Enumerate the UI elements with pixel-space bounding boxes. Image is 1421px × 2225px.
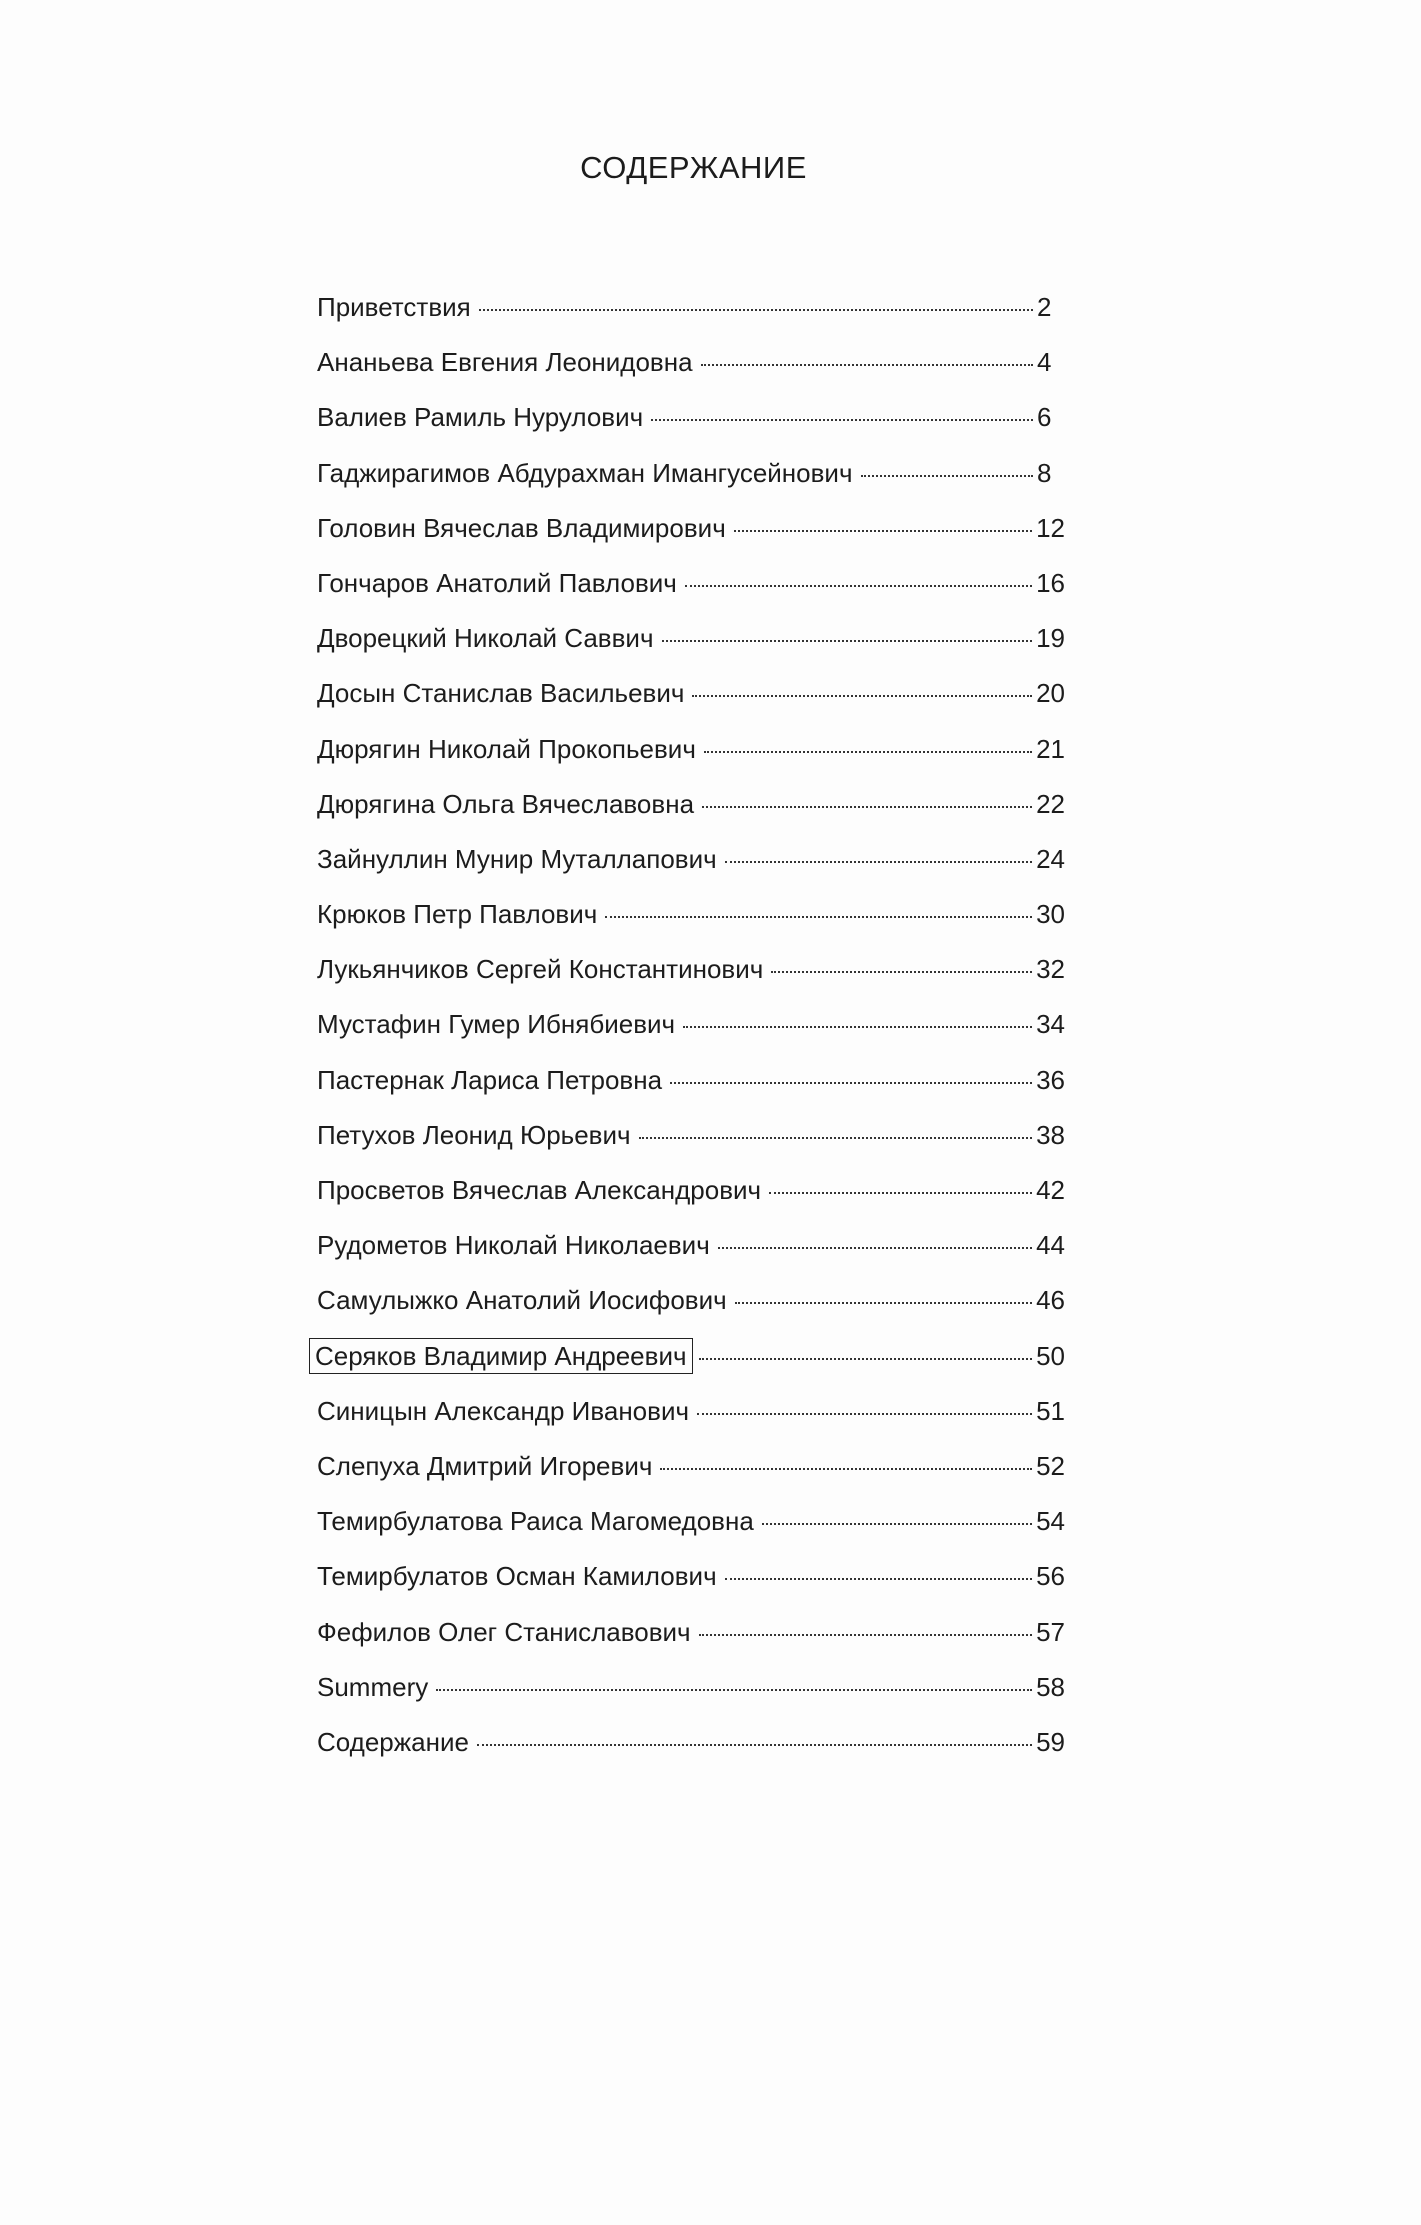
toc-entry-name: Синицын Александр Иванович bbox=[317, 1395, 690, 1426]
toc-entry-name: Приветствия bbox=[317, 292, 471, 322]
toc-entry-name: Лукьянчиков Сергей Константинович bbox=[317, 954, 764, 985]
toc-entry-page-number: 20 bbox=[1036, 678, 1065, 709]
toc-entry bbox=[315, 1494, 1065, 1549]
toc-entry bbox=[315, 1384, 1065, 1439]
toc-entry-name: Пастернак Лариса Петровна bbox=[317, 1064, 663, 1095]
toc-entry-name: Содержание bbox=[317, 1726, 469, 1757]
toc-entry-page-number: 38 bbox=[1036, 1119, 1065, 1150]
toc-entry bbox=[315, 1660, 1065, 1715]
toc-entry bbox=[315, 1605, 1065, 1660]
dot-leader bbox=[692, 695, 1032, 697]
toc-entry bbox=[315, 1163, 1065, 1218]
dot-leader bbox=[702, 806, 1032, 808]
toc-entry-name: Дворецкий Николай Саввич bbox=[317, 623, 654, 654]
toc-entry bbox=[315, 997, 1065, 1052]
toc-entry-page-number: 8 bbox=[1037, 457, 1052, 488]
toc-entry-name: Фефилов Олег Станиславович bbox=[317, 1616, 691, 1647]
toc-entry-name: Петухов Леонид Юрьевич bbox=[317, 1119, 631, 1150]
dot-leader bbox=[725, 1578, 1032, 1580]
toc-entry bbox=[315, 1108, 1065, 1163]
toc-entry bbox=[315, 832, 1065, 887]
toc-entry-name: Самулыжко Анатолий Иосифович bbox=[317, 1285, 727, 1316]
toc-entry-name: Валиев Рамиль Нурулович bbox=[317, 402, 644, 433]
dot-leader bbox=[683, 1026, 1032, 1028]
toc-entry bbox=[315, 1329, 1065, 1384]
toc-entry-page-number: 54 bbox=[1036, 1506, 1065, 1537]
toc-entry-name: Дюрягина Ольга Вячеславовна bbox=[317, 788, 695, 819]
toc-entry bbox=[315, 446, 1065, 501]
toc-entry-name: Серяков Владимир Андреевич bbox=[309, 1338, 693, 1374]
toc-entry-page-number: 58 bbox=[1036, 1671, 1065, 1702]
toc-entry bbox=[315, 280, 1065, 335]
toc-entry-page-number: 42 bbox=[1036, 1175, 1065, 1205]
toc-entry-page-number: 59 bbox=[1036, 1726, 1065, 1757]
toc-entry-name: Зайнуллин Мунир Муталлапович bbox=[317, 843, 717, 874]
toc-entry-page-number: 51 bbox=[1036, 1395, 1065, 1426]
toc-entry-page-number: 19 bbox=[1036, 623, 1065, 654]
dot-leader bbox=[718, 1247, 1032, 1249]
dot-leader bbox=[639, 1137, 1033, 1139]
toc-entry bbox=[315, 1439, 1065, 1494]
toc-entry bbox=[315, 390, 1065, 445]
table-of-contents bbox=[315, 280, 1065, 1770]
toc-entry bbox=[315, 1053, 1065, 1108]
toc-entry-name: Гончаров Анатолий Павлович bbox=[317, 567, 677, 598]
toc-entry-name: Просветов Вячеслав Александрович bbox=[317, 1175, 762, 1205]
dot-leader bbox=[477, 1744, 1032, 1746]
toc-entry-name: Темирбулатов Осман Камилович bbox=[317, 1561, 717, 1592]
dot-leader bbox=[734, 530, 1032, 532]
toc-entry-page-number: 12 bbox=[1036, 512, 1065, 543]
toc-entry bbox=[315, 1715, 1065, 1770]
dot-leader bbox=[436, 1689, 1032, 1691]
toc-entry-name: Summery bbox=[317, 1671, 429, 1702]
toc-entry bbox=[315, 887, 1065, 942]
toc-entry-name: Крюков Петр Павлович bbox=[317, 899, 598, 930]
toc-entry bbox=[315, 335, 1065, 390]
toc-entry-name: Гаджирагимов Абдурахман Имангусейнович bbox=[317, 457, 853, 488]
toc-entry-page-number: 4 bbox=[1037, 347, 1052, 378]
toc-entry-page-number: 22 bbox=[1036, 788, 1065, 819]
toc-entry bbox=[315, 611, 1065, 666]
toc-entry-page-number: 56 bbox=[1036, 1561, 1065, 1592]
dot-leader bbox=[704, 751, 1032, 753]
toc-entry-page-number: 57 bbox=[1036, 1616, 1065, 1647]
toc-entry-name: Дюрягин Николай Прокопьевич bbox=[317, 733, 696, 764]
dot-leader bbox=[685, 585, 1032, 587]
toc-entry bbox=[315, 942, 1065, 997]
dot-leader bbox=[771, 971, 1032, 973]
dot-leader bbox=[699, 1634, 1032, 1636]
toc-entry-name: Слепуха Дмитрий Игоревич bbox=[317, 1450, 653, 1481]
toc-entry-name: Темирбулатова Раиса Магомедовна bbox=[317, 1506, 754, 1537]
toc-entry-page-number: 34 bbox=[1036, 1009, 1065, 1040]
toc-entry bbox=[315, 666, 1065, 721]
toc-entry-name: Рудометов Николай Николаевич bbox=[317, 1230, 710, 1261]
dot-leader bbox=[769, 1192, 1032, 1194]
dot-leader bbox=[660, 1468, 1032, 1470]
toc-entry-page-number: 52 bbox=[1036, 1450, 1065, 1481]
dot-leader bbox=[651, 419, 1033, 421]
toc-entry-name: Мустафин Гумер Ибнябиевич bbox=[317, 1009, 676, 1040]
toc-entry bbox=[315, 556, 1065, 611]
toc-entry-page-number: 32 bbox=[1036, 954, 1065, 985]
dot-leader bbox=[670, 1082, 1032, 1084]
toc-entry-page-number: 6 bbox=[1037, 402, 1052, 433]
dot-leader bbox=[699, 1358, 1033, 1360]
toc-entry bbox=[315, 1218, 1065, 1273]
toc-entry bbox=[315, 777, 1065, 832]
dot-leader bbox=[605, 916, 1032, 918]
toc-entry-name: Ананьева Евгения Леонидовна bbox=[317, 347, 693, 378]
toc-entry-page-number: 16 bbox=[1036, 567, 1065, 598]
toc-entry-page-number: 50 bbox=[1036, 1340, 1065, 1371]
toc-entry bbox=[315, 1273, 1065, 1328]
toc-entry-name: Досын Станислав Васильевич bbox=[317, 678, 685, 709]
dot-leader bbox=[701, 364, 1033, 366]
toc-entry-page-number: 36 bbox=[1036, 1064, 1065, 1095]
page-title: СОДЕРЖАНИЕ bbox=[580, 150, 807, 185]
dot-leader bbox=[861, 475, 1033, 477]
toc-entry bbox=[315, 1549, 1065, 1604]
toc-entry-page-number: 44 bbox=[1036, 1230, 1065, 1261]
toc-entry-page-number: 46 bbox=[1036, 1285, 1065, 1316]
dot-leader bbox=[735, 1302, 1032, 1304]
dot-leader bbox=[725, 861, 1032, 863]
dot-leader bbox=[762, 1523, 1032, 1525]
toc-entry-page-number: 21 bbox=[1036, 733, 1065, 764]
toc-entry bbox=[315, 722, 1065, 777]
toc-entry bbox=[315, 501, 1065, 556]
toc-entry-page-number: 2 bbox=[1037, 292, 1052, 322]
toc-entry-name: Головин Вячеслав Владимирович bbox=[317, 512, 726, 543]
dot-leader bbox=[697, 1413, 1032, 1415]
toc-entry-page-number: 24 bbox=[1036, 843, 1065, 874]
dot-leader bbox=[479, 309, 1033, 311]
toc-entry-page-number: 30 bbox=[1036, 899, 1065, 930]
dot-leader bbox=[662, 640, 1033, 642]
